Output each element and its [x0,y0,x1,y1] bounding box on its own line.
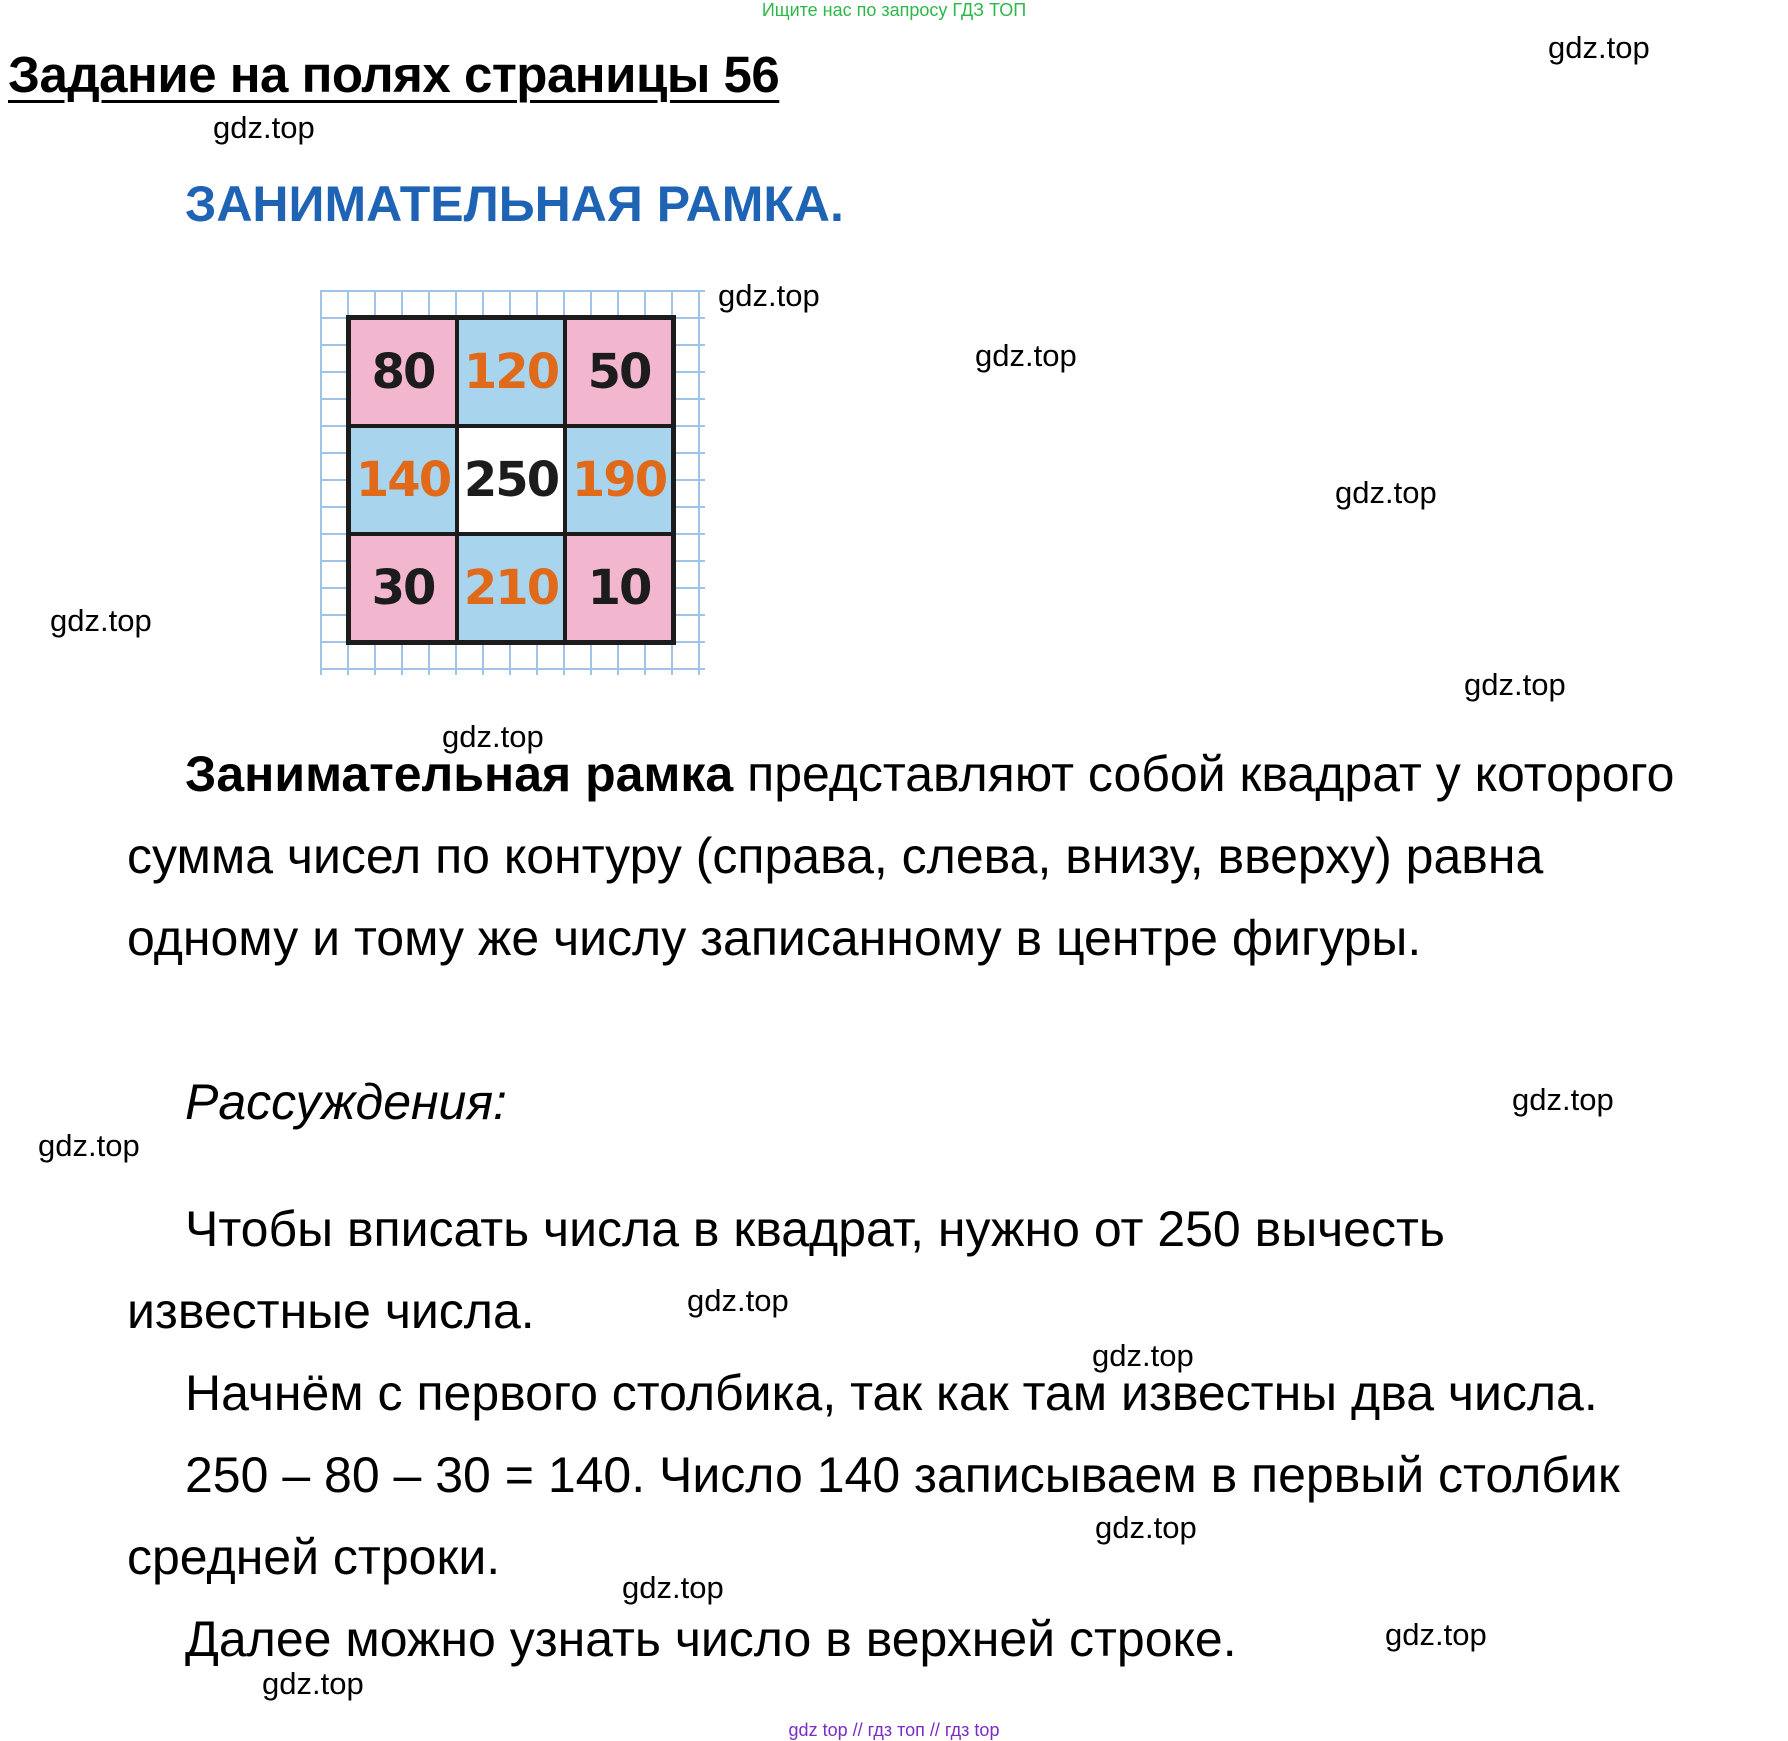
watermark: gdz.top [1095,1510,1197,1545]
definition-line-2: сумма чисел по контуру (справа, слева, внизу, вверху) равна [127,828,1544,884]
top-banner[interactable]: Ищите нас по запросу ГДЗ ТОП [761,0,1027,20]
magic-frame-cell: 120 [459,320,563,424]
reasoning-line-3: Начнём с первого столбика, так как там известны два числа. [185,1365,1598,1421]
magic-frame-cell: 10 [567,536,671,640]
reasoning-line-2: известные числа. [127,1283,535,1339]
magic-frame-cell: 140 [351,428,455,532]
watermark: gdz.top [975,338,1077,373]
reasoning-line-5: средней строки. [127,1529,501,1585]
reasoning-line-6: Далее можно узнать число в верхней строке. [185,1611,1237,1667]
watermark: gdz.top [442,719,544,754]
magic-frame-cell: 250 [459,428,563,532]
section-title: ЗАНИМАТЕЛЬНАЯ РАМКА. [185,176,844,232]
watermark: gdz.top [213,110,315,145]
magic-frame-cell: 50 [567,320,671,424]
definition-term: Занимательная рамка [185,746,734,802]
reasoning-line-1: Чтобы вписать числа в квадрат, нужно от 250 вычесть [185,1201,1445,1257]
watermark: gdz.top [622,1570,724,1605]
watermark: gdz.top [1512,1082,1614,1117]
watermark: gdz.top [1385,1617,1487,1652]
magic-frame-cell: 30 [351,536,455,640]
watermark: gdz.top [1548,30,1650,65]
bottom-banner[interactable]: gdz top // гдз топ // гдз top [788,1720,1000,1740]
watermark: gdz.top [687,1283,789,1318]
magic-frame-grid [346,315,676,645]
definition-line-3: одному и тому же числу записанному в центре фигуры. [127,910,1422,966]
watermark: gdz.top [38,1128,140,1163]
page-title: Задание на полях страницы 56 [8,46,780,103]
reasoning-heading: Рассуждения: [185,1074,507,1130]
magic-frame-cell: 210 [459,536,563,640]
magic-frame-cell: 190 [567,428,671,532]
watermark: gdz.top [718,278,820,313]
definition-line-1 [185,745,1674,803]
watermark: gdz.top [1335,475,1437,510]
watermark: gdz.top [1464,667,1566,702]
definition-line-1-rest: представляют собой квадрат у которого [733,746,1675,802]
watermark: gdz.top [1092,1338,1194,1373]
watermark: gdz.top [50,603,152,638]
magic-frame-cell: 80 [351,320,455,424]
watermark: gdz.top [262,1666,364,1701]
reasoning-line-4: 250 – 80 – 30 = 140. Число 140 записываем в первый столбик [185,1447,1620,1503]
